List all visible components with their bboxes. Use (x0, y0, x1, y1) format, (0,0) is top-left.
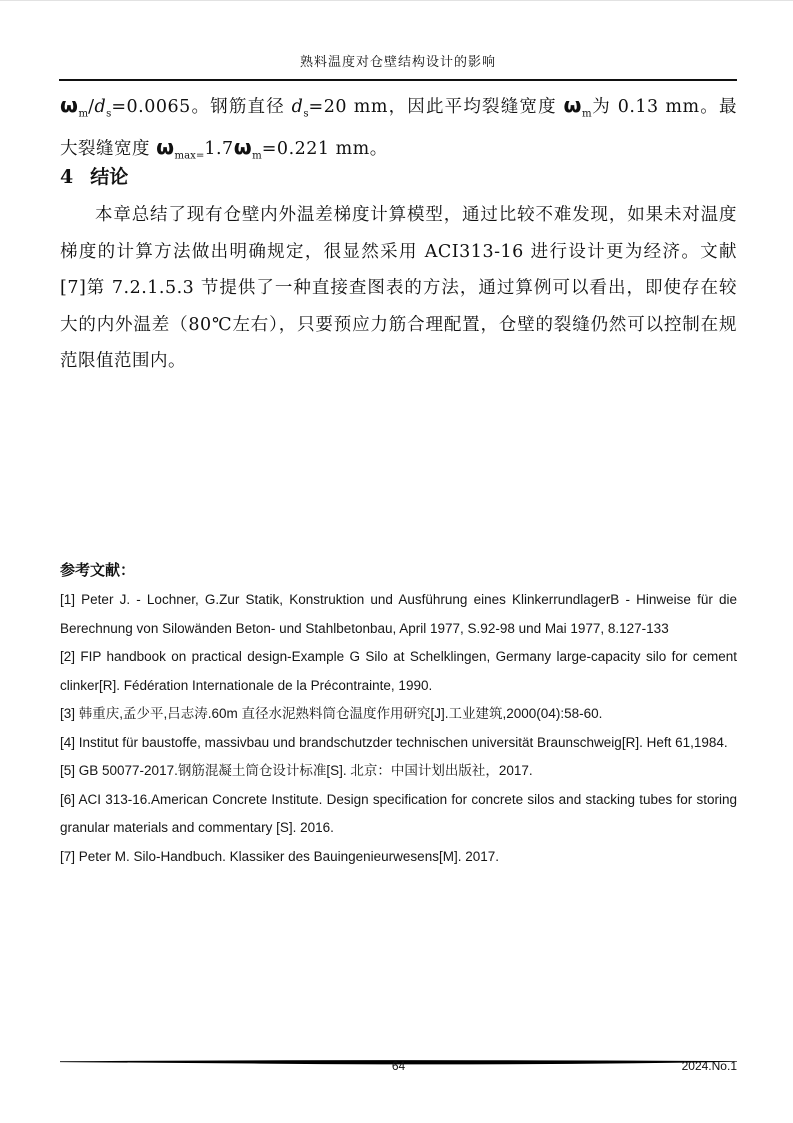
intro-paragraph (60, 85, 737, 169)
formula-text: / (88, 97, 95, 117)
formula-text: 为 0.13 mm。最大裂缝宽度 (60, 97, 737, 159)
reference-item: [6] ACI 313-16.American Concrete Institute. Design specification for concrete silos and stacking tubes for storing granular materials and commentary [S]. 2016. (60, 791, 737, 835)
issue-label: 2024.No.1 (681, 1059, 737, 1073)
formula-text: =20 mm，因此平均裂缝宽度 (308, 97, 564, 117)
conclusion-paragraph: 本章总结了现有仓壁内外温差梯度计算模型，通过比较不难发现，如果未对温度梯度的计算方法做出明确规定，很显然采用 ACI313-16 进行设计更为经济。文献[7]第 7.2.1.5.3 节提供了一种直接查图表的方法，通过算例可以看出，即使存在较大的内外温差（80℃左右），只要预应力筋合理配置，仓壁的裂缝仍然可以控制在规范限值范围内。 (60, 205, 737, 371)
variable-d: d (94, 97, 107, 117)
running-header (59, 51, 737, 81)
formula-text: =0.0065。钢筋直径 (111, 97, 292, 117)
section-number: 4 (60, 166, 74, 188)
subscript-s: s (106, 108, 112, 120)
references-section (60, 559, 737, 871)
references-heading: 参考文献： (60, 561, 136, 579)
reference-item: [2] FIP handbook on practical design-Example G Silo at Schelklingen, Germany large-capacity silo for cement clinker[R]. Fédération Internationale de la Précontrainte, 1990. (60, 649, 737, 693)
section-heading (60, 162, 737, 189)
reference-item: [5] GB 50077-2017.钢筋混凝土筒仓设计标准[S]. 北京：中国计划出版社，2017. (60, 763, 533, 778)
subscript-m: m (581, 108, 592, 120)
subscript-max: max= (174, 150, 205, 162)
omega-symbol: ω (156, 135, 175, 159)
footer-rule (60, 1051, 737, 1058)
reference-item: [7] Peter M. Silo-Handbuch. Klassiker des Bauingenieurwesens[M]. 2017. (60, 848, 499, 864)
omega-symbol: ω (563, 93, 582, 117)
reference-item: [4] Institut für baustoffe, massivbau und brandschutzder technischen universität Braunschweig[R]. Heft 61,1984. (60, 734, 728, 750)
variable-d: d (291, 97, 304, 117)
subscript-s: s (303, 108, 309, 120)
header-title: 熟料温度对仓壁结构设计的影响 (299, 55, 496, 70)
formula-text: =0.221 mm。 (261, 139, 388, 159)
omega-symbol: ω (60, 93, 79, 117)
subscript-m: m (78, 108, 89, 120)
subscript-m: m (252, 150, 262, 162)
reference-item: [3] 韩重庆,孟少平,吕志涛.60m 直径水泥熟料筒仓温度作用研究[J].工业建筑,2000(04):58-60. (60, 706, 603, 721)
omega-symbol: ω (233, 135, 253, 159)
formula-text: 1.7 (204, 139, 234, 159)
reference-item: [1] Peter J. - Lochner, G.Zur Statik, Konstruktion und Ausführung eines KlinkerrundlagerB - Hinweise für die Berechnung von Silowänden Beton- und Stahlbetonbau, April 1977, S.92-98 und Mai 1977, 8.127-133 (60, 592, 737, 636)
page-number: 64 (391, 1059, 406, 1073)
section-title: 结论 (90, 166, 129, 188)
